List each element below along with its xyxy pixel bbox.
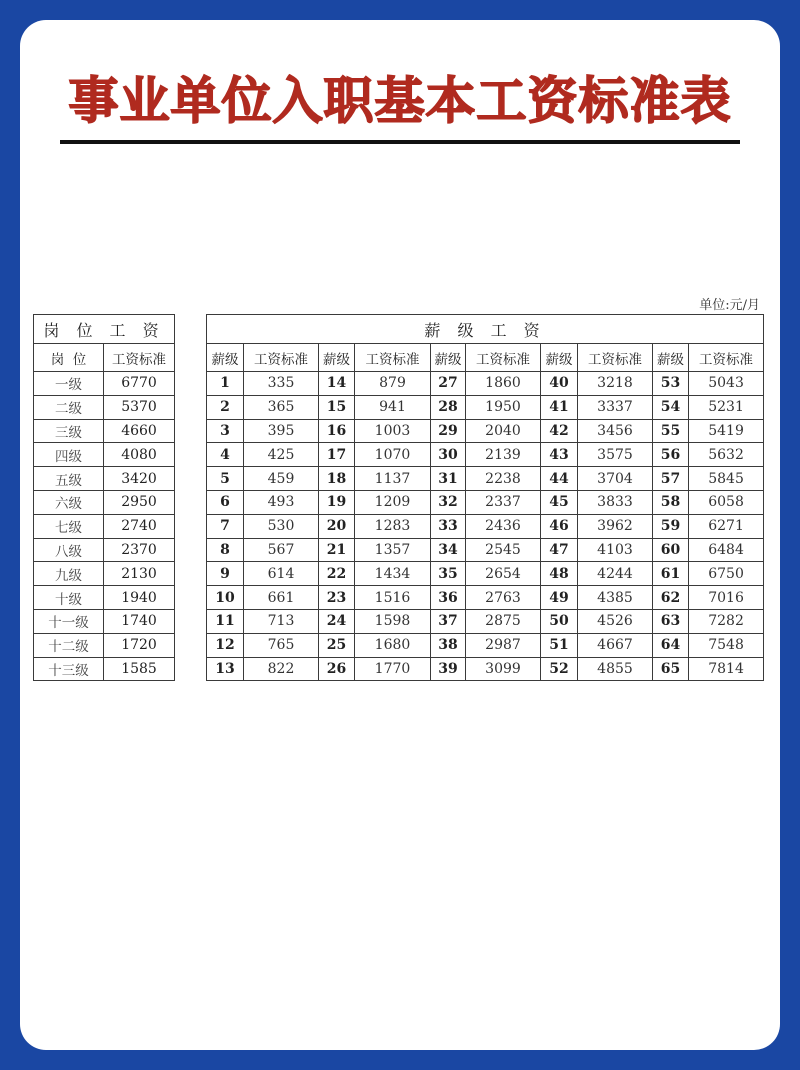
column-header-position: 岗 位 xyxy=(34,344,104,372)
position-level: 三级 xyxy=(34,419,104,443)
position-level: 十三级 xyxy=(34,657,104,681)
grade-number: 21 xyxy=(319,538,355,562)
grade-number: 55 xyxy=(653,419,689,443)
grade-amount: 6058 xyxy=(689,490,764,514)
table-row xyxy=(207,443,764,467)
column-header-grade: 薪级 xyxy=(207,344,244,372)
table-row xyxy=(207,562,764,586)
grade-amount: 2987 xyxy=(466,633,541,657)
grade-amount: 822 xyxy=(244,657,319,681)
grade-amount: 335 xyxy=(244,372,319,396)
column-header-standard: 工资标准 xyxy=(355,344,431,372)
table-row xyxy=(207,633,764,657)
table-row xyxy=(34,586,175,610)
table-row xyxy=(34,490,175,514)
grade-amount: 6271 xyxy=(689,514,764,538)
grade-number: 10 xyxy=(207,586,244,610)
column-header-grade: 薪级 xyxy=(541,344,578,372)
column-header-grade: 薪级 xyxy=(319,344,355,372)
grade-amount: 3962 xyxy=(578,514,653,538)
grade-number: 16 xyxy=(319,419,355,443)
table-row xyxy=(207,657,764,681)
grade-number: 48 xyxy=(541,562,578,586)
grade-amount: 765 xyxy=(244,633,319,657)
grade-amount: 3337 xyxy=(578,395,653,419)
grade-number: 65 xyxy=(653,657,689,681)
column-header-standard: 工资标准 xyxy=(689,344,764,372)
grade-amount: 4526 xyxy=(578,609,653,633)
table-row xyxy=(207,419,764,443)
grade-number: 20 xyxy=(319,514,355,538)
title-divider xyxy=(60,140,740,144)
grade-number: 18 xyxy=(319,467,355,491)
grade-amount: 4855 xyxy=(578,657,653,681)
grade-amount: 4244 xyxy=(578,562,653,586)
grade-number: 32 xyxy=(431,490,466,514)
grade-amount: 1070 xyxy=(355,443,431,467)
position-amount: 2740 xyxy=(104,514,175,538)
position-amount: 1720 xyxy=(104,633,175,657)
grade-number: 24 xyxy=(319,609,355,633)
grade-number: 58 xyxy=(653,490,689,514)
table-row xyxy=(207,395,764,419)
grade-amount: 941 xyxy=(355,395,431,419)
grade-amount: 1680 xyxy=(355,633,431,657)
column-header-grade: 薪级 xyxy=(653,344,689,372)
grade-amount: 4385 xyxy=(578,586,653,610)
grade-number: 9 xyxy=(207,562,244,586)
position-level: 五级 xyxy=(34,467,104,491)
grade-amount: 1434 xyxy=(355,562,431,586)
grade-amount: 4667 xyxy=(578,633,653,657)
column-header-standard: 工资标准 xyxy=(466,344,541,372)
grade-number: 37 xyxy=(431,609,466,633)
page-title: 事业单位入职基本工资标准表 xyxy=(68,72,732,130)
grade-number: 15 xyxy=(319,395,355,419)
grade-number: 3 xyxy=(207,419,244,443)
position-level: 九级 xyxy=(34,562,104,586)
grade-number: 28 xyxy=(431,395,466,419)
grade-amount: 3575 xyxy=(578,443,653,467)
table-row xyxy=(207,490,764,514)
grade-number: 6 xyxy=(207,490,244,514)
grade-number: 30 xyxy=(431,443,466,467)
grade-number: 40 xyxy=(541,372,578,396)
grade-amount: 2337 xyxy=(466,490,541,514)
grade-number: 45 xyxy=(541,490,578,514)
grade-number: 53 xyxy=(653,372,689,396)
table-row xyxy=(207,586,764,610)
position-amount: 6770 xyxy=(104,372,175,396)
grade-amount: 713 xyxy=(244,609,319,633)
grade-amount: 1003 xyxy=(355,419,431,443)
grade-number: 19 xyxy=(319,490,355,514)
position-amount: 1585 xyxy=(104,657,175,681)
position-level: 十级 xyxy=(34,586,104,610)
grade-amount: 2654 xyxy=(466,562,541,586)
grade-amount: 3218 xyxy=(578,372,653,396)
position-level: 十二级 xyxy=(34,633,104,657)
grade-amount: 1357 xyxy=(355,538,431,562)
grade-number: 12 xyxy=(207,633,244,657)
grade-number: 14 xyxy=(319,372,355,396)
grade-amount: 7282 xyxy=(689,609,764,633)
grade-number: 64 xyxy=(653,633,689,657)
grade-amount: 3833 xyxy=(578,490,653,514)
grade-amount: 459 xyxy=(244,467,319,491)
table-row xyxy=(34,419,175,443)
grade-number: 13 xyxy=(207,657,244,681)
grade-amount: 2040 xyxy=(466,419,541,443)
grade-amount: 7814 xyxy=(689,657,764,681)
grade-amount: 1137 xyxy=(355,467,431,491)
grade-number: 23 xyxy=(319,586,355,610)
grade-number: 54 xyxy=(653,395,689,419)
grade-number: 59 xyxy=(653,514,689,538)
grade-number: 62 xyxy=(653,586,689,610)
grade-number: 56 xyxy=(653,443,689,467)
grade-amount: 7016 xyxy=(689,586,764,610)
grade-amount: 2238 xyxy=(466,467,541,491)
position-amount: 3420 xyxy=(104,467,175,491)
grade-amount: 365 xyxy=(244,395,319,419)
grade-amount: 2875 xyxy=(466,609,541,633)
grade-number: 38 xyxy=(431,633,466,657)
grade-number: 36 xyxy=(431,586,466,610)
table-row xyxy=(34,657,175,681)
position-salary-caption: 岗 位 工 资 xyxy=(34,315,175,344)
grade-amount: 1770 xyxy=(355,657,431,681)
grade-number: 50 xyxy=(541,609,578,633)
table-row xyxy=(34,443,175,467)
grade-number: 52 xyxy=(541,657,578,681)
table-row xyxy=(207,372,764,396)
grade-amount: 661 xyxy=(244,586,319,610)
grade-number: 61 xyxy=(653,562,689,586)
position-amount: 5370 xyxy=(104,395,175,419)
grade-amount: 1516 xyxy=(355,586,431,610)
grade-amount: 5845 xyxy=(689,467,764,491)
position-level: 二级 xyxy=(34,395,104,419)
position-level: 十一级 xyxy=(34,609,104,633)
grade-amount: 2545 xyxy=(466,538,541,562)
position-amount: 1940 xyxy=(104,586,175,610)
grade-number: 42 xyxy=(541,419,578,443)
grade-amount: 1598 xyxy=(355,609,431,633)
column-header-standard: 工资标准 xyxy=(244,344,319,372)
grade-number: 31 xyxy=(431,467,466,491)
grade-number: 29 xyxy=(431,419,466,443)
grade-number: 57 xyxy=(653,467,689,491)
grade-amount: 1209 xyxy=(355,490,431,514)
table-row xyxy=(34,372,175,396)
position-level: 七级 xyxy=(34,514,104,538)
grade-number: 34 xyxy=(431,538,466,562)
grade-amount: 3704 xyxy=(578,467,653,491)
grade-amount: 614 xyxy=(244,562,319,586)
position-amount: 4080 xyxy=(104,443,175,467)
grade-amount: 2436 xyxy=(466,514,541,538)
grade-number: 11 xyxy=(207,609,244,633)
grade-salary-table xyxy=(206,314,764,681)
table-row xyxy=(34,538,175,562)
grade-amount: 1283 xyxy=(355,514,431,538)
position-level: 一级 xyxy=(34,372,104,396)
position-amount: 2370 xyxy=(104,538,175,562)
grade-amount: 6750 xyxy=(689,562,764,586)
grade-amount: 5231 xyxy=(689,395,764,419)
grade-amount: 1860 xyxy=(466,372,541,396)
grade-number: 8 xyxy=(207,538,244,562)
grade-number: 63 xyxy=(653,609,689,633)
grade-amount: 5419 xyxy=(689,419,764,443)
grade-number: 39 xyxy=(431,657,466,681)
table-row xyxy=(34,562,175,586)
grade-amount: 425 xyxy=(244,443,319,467)
grade-number: 51 xyxy=(541,633,578,657)
grade-number: 7 xyxy=(207,514,244,538)
grade-amount: 879 xyxy=(355,372,431,396)
column-header-grade: 薪级 xyxy=(431,344,466,372)
grade-amount: 4103 xyxy=(578,538,653,562)
position-salary-table xyxy=(33,314,175,681)
grade-number: 46 xyxy=(541,514,578,538)
position-amount: 4660 xyxy=(104,419,175,443)
table-row xyxy=(207,514,764,538)
position-amount: 1740 xyxy=(104,609,175,633)
table-row xyxy=(207,467,764,491)
grade-number: 60 xyxy=(653,538,689,562)
grade-amount: 2763 xyxy=(466,586,541,610)
position-level: 四级 xyxy=(34,443,104,467)
grade-amount: 2139 xyxy=(466,443,541,467)
grade-number: 22 xyxy=(319,562,355,586)
grade-number: 47 xyxy=(541,538,578,562)
column-header-standard: 工资标准 xyxy=(104,344,175,372)
position-level: 八级 xyxy=(34,538,104,562)
grade-number: 4 xyxy=(207,443,244,467)
grade-number: 44 xyxy=(541,467,578,491)
grade-amount: 6484 xyxy=(689,538,764,562)
grade-amount: 1950 xyxy=(466,395,541,419)
table-row xyxy=(34,514,175,538)
grade-amount: 395 xyxy=(244,419,319,443)
table-row xyxy=(34,395,175,419)
position-amount: 2950 xyxy=(104,490,175,514)
grade-number: 1 xyxy=(207,372,244,396)
position-level: 六级 xyxy=(34,490,104,514)
table-row xyxy=(34,633,175,657)
column-header-standard: 工资标准 xyxy=(578,344,653,372)
grade-amount: 3456 xyxy=(578,419,653,443)
grade-amount: 493 xyxy=(244,490,319,514)
grade-amount: 3099 xyxy=(466,657,541,681)
grade-number: 2 xyxy=(207,395,244,419)
grade-number: 33 xyxy=(431,514,466,538)
grade-number: 5 xyxy=(207,467,244,491)
grade-amount: 7548 xyxy=(689,633,764,657)
grade-number: 49 xyxy=(541,586,578,610)
grade-amount: 5632 xyxy=(689,443,764,467)
table-row xyxy=(34,467,175,491)
unit-label: 单位:元/月 xyxy=(699,298,760,313)
grade-number: 17 xyxy=(319,443,355,467)
grade-number: 25 xyxy=(319,633,355,657)
position-amount: 2130 xyxy=(104,562,175,586)
table-row xyxy=(207,609,764,633)
grade-number: 26 xyxy=(319,657,355,681)
grade-number: 43 xyxy=(541,443,578,467)
grade-number: 35 xyxy=(431,562,466,586)
table-row xyxy=(34,609,175,633)
table-row xyxy=(207,538,764,562)
grade-number: 27 xyxy=(431,372,466,396)
grade-number: 41 xyxy=(541,395,578,419)
grade-amount: 530 xyxy=(244,514,319,538)
grade-amount: 5043 xyxy=(689,372,764,396)
grade-salary-caption: 薪 级 工 资 xyxy=(207,315,764,344)
grade-amount: 567 xyxy=(244,538,319,562)
